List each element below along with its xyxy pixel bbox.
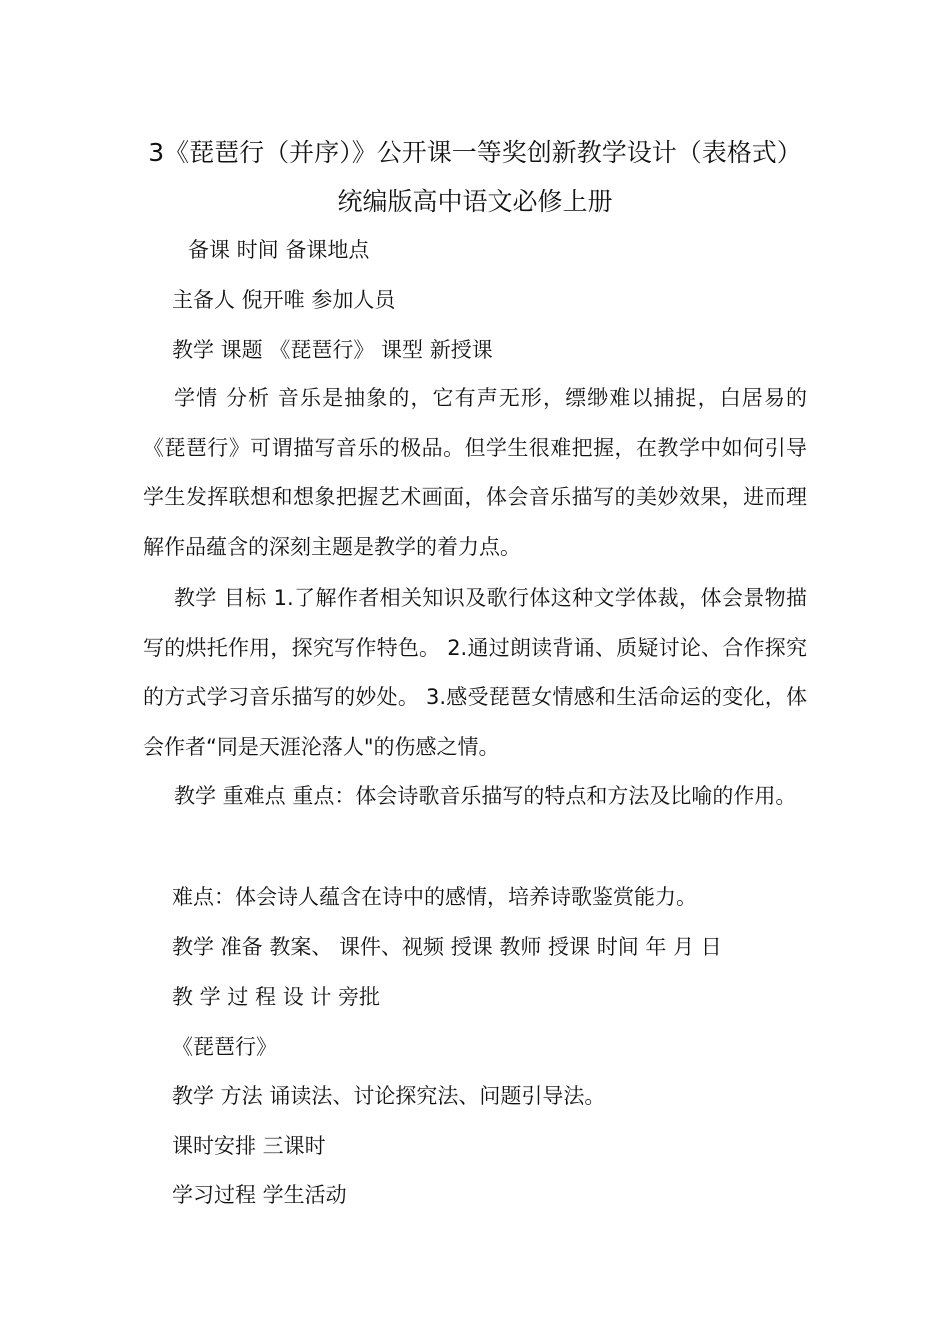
topic-line: 教学 课题 《琵琶行》 课型 新授课 xyxy=(172,338,493,362)
goals-paragraph: 教学 目标 1.了解作者相关知识及歌行体这种文学体裁，体会景物描写的烘托作用，探究写作特色。 2.通过朗读背诵、质疑讨论、合作探究的方式学习音乐描写的妙处。 3.感受琵琶女情感和生活命运的变化，体会作者“同是天涯沦落人"的伤感之情。 xyxy=(143,586,807,759)
methods-line: 教学 方法 诵读法、讨论探究法、问题引导法。 xyxy=(172,1084,606,1108)
difficulty-line: 难点：体会诗人蕴含在诗中的感情，培养诗歌鉴赏能力。 xyxy=(172,885,697,909)
main-preparer-line: 主备人 倪开唯 参加人员 xyxy=(172,288,396,312)
poem-title-line: 《琵琶行》 xyxy=(172,1035,277,1059)
analysis-paragraph: 学情 分析 音乐是抽象的，它有声无形，缥缈难以捕捉，白居易的《琵琶行》可谓描写音乐的极品。但学生很难把握，在教学中如何引导学生发挥联想和想象把握艺术画面，体会音乐描写的美妙效果，进而理解作品蕴含的深刻主题是教学的着力点。 xyxy=(143,386,807,559)
key-points-paragraph: 教学 重难点 重点：体会诗歌音乐描写的特点和方法及比喻的作用。 xyxy=(174,784,797,808)
prep-time-place-line: 备课 时间 备课地点 xyxy=(188,238,370,262)
activities-line: 学习过程 学生活动 xyxy=(172,1183,347,1207)
process-design-line: 教 学 过 程 设 计 旁批 xyxy=(172,985,381,1009)
document-title: 3《琵琶行（并序）》公开课一等奖创新教学设计（表格式） 统编版高中语文必修上册 xyxy=(148,138,802,216)
preparation-line: 教学 准备 教案、 课件、视频 授课 教师 授课 时间 年 月 日 xyxy=(172,935,722,959)
schedule-line: 课时安排 三课时 xyxy=(172,1134,326,1158)
